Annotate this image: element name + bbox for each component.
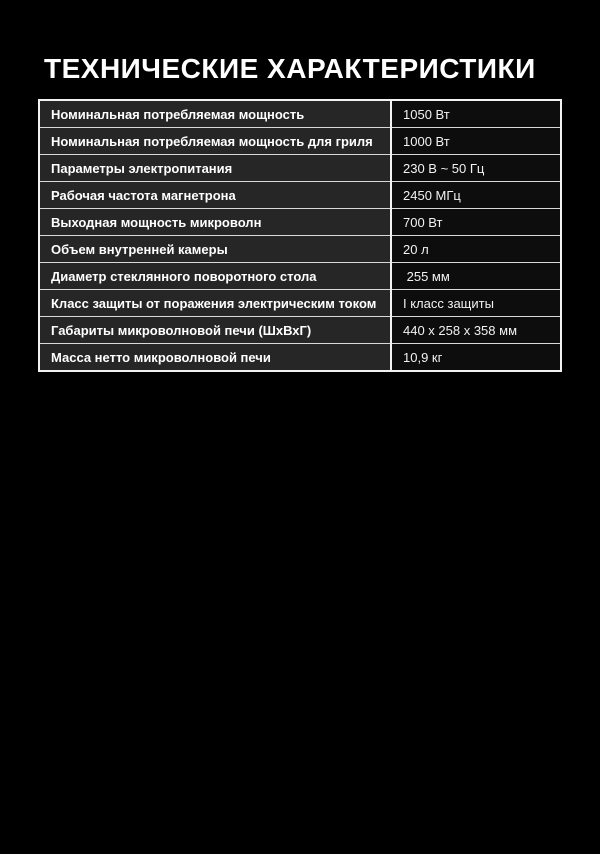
table-row: [39, 100, 561, 128]
table-row: [39, 236, 561, 263]
specs-table: [38, 99, 562, 372]
spec-label-cell: Параметры электропитания: [39, 155, 391, 182]
table-row: [39, 128, 561, 155]
page-title: ТЕХНИЧЕСКИЕ ХАРАКТЕРИСТИКИ: [44, 53, 536, 84]
spec-value-cell: 10,9 кг: [391, 344, 561, 372]
spec-value-cell: 1050 Вт: [391, 100, 561, 128]
spec-value-cell: 2450 МГц: [391, 182, 561, 209]
spec-value-cell: 230 В ~ 50 Гц: [391, 155, 561, 182]
spec-label-cell: Номинальная потребляемая мощность для гриля: [39, 128, 391, 155]
table-row: [39, 182, 561, 209]
specs-table-body: [39, 100, 561, 371]
spec-label-cell: Класс защиты от поражения электрическим током: [39, 290, 391, 317]
spec-label-cell: Габариты микроволновой печи (ШхВхГ): [39, 317, 391, 344]
table-row: [39, 209, 561, 236]
spec-label-cell: Рабочая частота магнетрона: [39, 182, 391, 209]
spec-label-cell: Масса нетто микроволновой печи: [39, 344, 391, 372]
table-row: [39, 317, 561, 344]
spec-value-cell: 440 x 258 x 358 мм: [391, 317, 561, 344]
table-row: [39, 263, 561, 290]
spec-value-cell: 255 мм: [391, 263, 561, 290]
spec-value-cell: I класс защиты: [391, 290, 561, 317]
spec-label-cell: Диаметр стеклянного поворотного стола: [39, 263, 391, 290]
spec-label-cell: Выходная мощность микроволн: [39, 209, 391, 236]
spec-value-cell: 700 Вт: [391, 209, 561, 236]
spec-value-cell: 20 л: [391, 236, 561, 263]
spec-value-cell: 1000 Вт: [391, 128, 561, 155]
table-row: [39, 290, 561, 317]
spec-label-cell: Объем внутренней камеры: [39, 236, 391, 263]
table-row: [39, 155, 561, 182]
table-row: [39, 344, 561, 372]
spec-label-cell: Номинальная потребляемая мощность: [39, 100, 391, 128]
